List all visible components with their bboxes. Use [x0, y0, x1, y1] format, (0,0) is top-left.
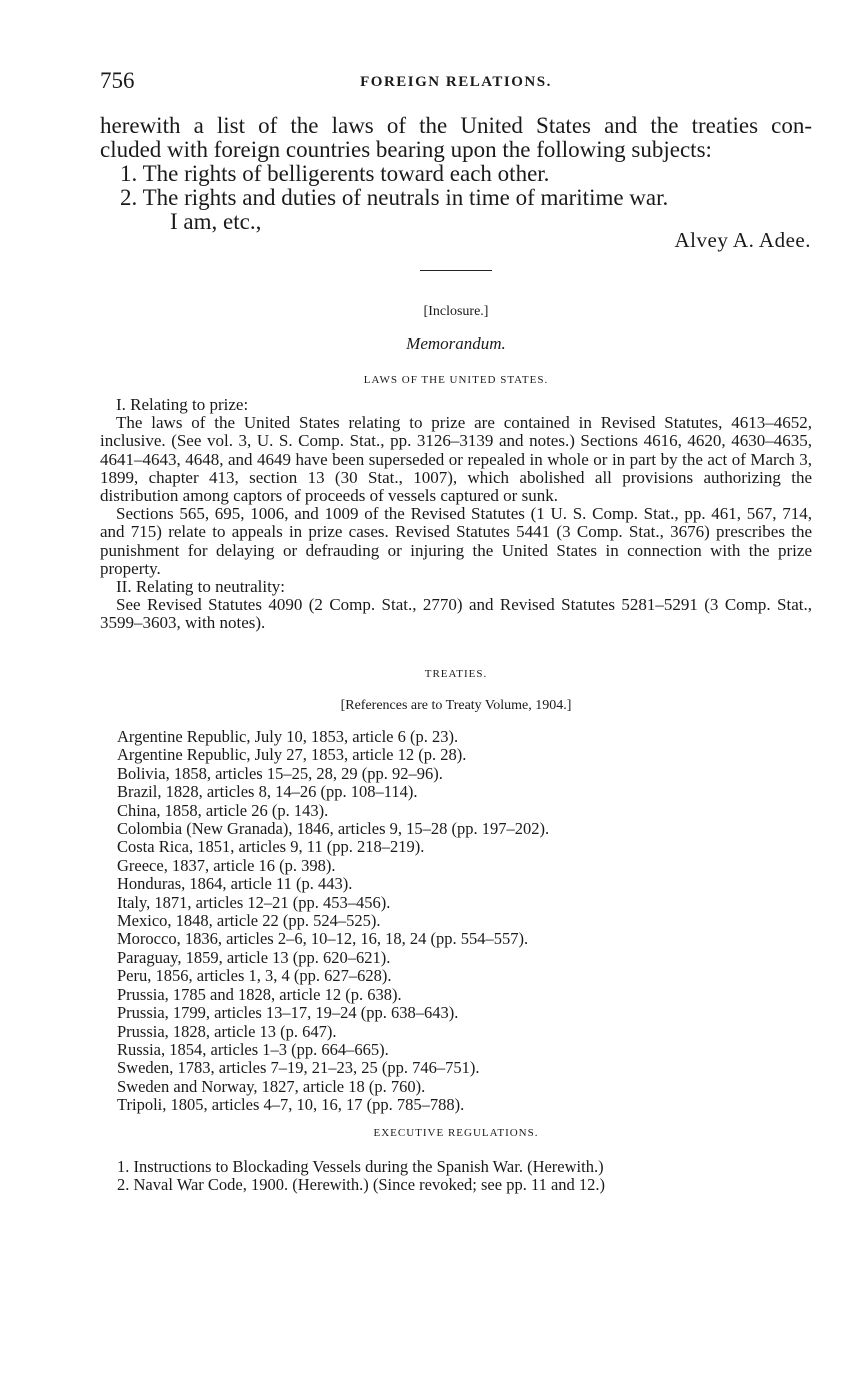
- subject-item: 2. The rights and duties of neutrals in time of maritime war.: [120, 185, 669, 210]
- laws-heading: LAWS OF THE UNITED STATES.: [363, 374, 549, 386]
- list-item: Costa Rica, 1851, articles 9, 11 (pp. 218–219).: [117, 837, 425, 857]
- treaty-list: [117, 728, 549, 1115]
- letter-line: herewith a list of the laws of the United States and the treaties con-: [100, 113, 812, 138]
- list-item: Argentine Republic, July 10, 1853, article 6 (p. 23).: [117, 727, 459, 746]
- list-item: Russia, 1854, articles 1–3 (pp. 664–665).: [117, 1039, 389, 1059]
- list-item: China, 1858, article 26 (p. 143).: [117, 800, 329, 820]
- list-item: Prussia, 1828, article 13 (p. 647).: [117, 1021, 337, 1041]
- memo-title: Memorandum.: [406, 334, 506, 353]
- prize-heading: I. Relating to prize:: [116, 395, 249, 414]
- page-number: 756: [100, 68, 135, 93]
- list-item: 1. Instructions to Blockading Vessels during the Spanish War. (Herewith.): [117, 1157, 604, 1176]
- list-item: Argentine Republic, July 27, 1853, article 12 (p. 28).: [117, 745, 467, 765]
- list-item: Brazil, 1828, articles 8, 14–26 (pp. 108–114).: [117, 782, 418, 802]
- treaties-heading: TREATIES.: [424, 668, 488, 680]
- list-item: Sweden, 1783, articles 7–19, 21–23, 25 (pp. 746–751).: [117, 1058, 480, 1078]
- list-item: Italy, 1871, articles 12–21 (pp. 453–456).: [117, 892, 391, 912]
- neutrality-paragraph: See Revised Statutes 4090 (2 Comp. Stat., 2770) and Revised Statutes 5281–5291 (3 Comp. Stat., 3599–3603, with notes).: [100, 595, 812, 633]
- signature: Alvey A. Adee.: [674, 228, 811, 252]
- list-item: Prussia, 1785 and 1828, article 12 (p. 638).: [117, 984, 402, 1004]
- list-item: Honduras, 1864, article 11 (p. 443).: [117, 874, 353, 894]
- prize-paragraph: Sections 565, 695, 1006, and 1009 of the Revised Statutes (1 U. S. Comp. Stat., pp. 461, 567, 714, and 715) relate to appeals in prize cases. Revised Statutes 5441 (3 Comp. Stat., 3676) prescribes the punishment for delaying or defrauding or injuring the United States in connection with the prize property.: [100, 504, 812, 578]
- page-header: [100, 68, 812, 98]
- section-divider: [420, 270, 492, 271]
- laws-section: [100, 396, 812, 633]
- executive-list: [117, 1158, 605, 1195]
- letter-body: [100, 114, 812, 234]
- running-head: FOREIGN RELATIONS.: [360, 74, 552, 90]
- list-item: Peru, 1856, articles 1, 3, 4 (pp. 627–628).: [117, 966, 392, 986]
- list-item: Paraguay, 1859, article 13 (pp. 620–621).: [117, 947, 391, 967]
- list-item: Morocco, 1836, articles 2–6, 10–12, 16, 18, 24 (pp. 554–557).: [117, 929, 529, 949]
- inclosure-label: [Inclosure.]: [423, 304, 489, 319]
- list-item: 2. Naval War Code, 1900. (Herewith.) (Since revoked; see pp. 11 and 12.): [117, 1175, 606, 1195]
- list-item: Colombia (New Granada), 1846, articles 9, 15–28 (pp. 197–202).: [117, 819, 550, 839]
- letter-closing: I am, etc.,: [170, 209, 262, 234]
- list-item: Greece, 1837, article 16 (p. 398).: [117, 855, 336, 875]
- list-item: Mexico, 1848, article 22 (pp. 524–525).: [117, 911, 381, 931]
- list-item: Prussia, 1799, articles 13–17, 19–24 (pp. 638–643).: [117, 1003, 459, 1023]
- prize-paragraph: The laws of the United States relating to prize are contained in Revised Statutes, 4613–4652, inclusive. (See vol. 3, U. S. Comp. Stat., pp. 3126–3139 and notes.) Sections 4616, 4620, 4630–4635, 4641–4643, 4648, and 4649 have been superseded or repealed in whole or in part by the act of March 3, 1899, chapter 413, section 13 (30 Stat., 1007), which abolished all provisions authorizing the distribution among captors of proceeds of vessels captured or sunk.: [100, 413, 812, 506]
- treaty-references-note: [References are to Treaty Volume, 1904.]: [340, 698, 572, 713]
- subject-item: 1. The rights of belligerents toward each other.: [120, 161, 550, 186]
- letter-line: cluded with foreign countries bearing upon the following subjects:: [100, 137, 712, 162]
- executive-heading: EXECUTIVE REGULATIONS.: [373, 1127, 539, 1139]
- neutrality-heading: II. Relating to neutrality:: [116, 577, 286, 597]
- list-item: Sweden and Norway, 1827, article 18 (p. 760).: [117, 1076, 426, 1096]
- list-item: Bolivia, 1858, articles 15–25, 28, 29 (pp. 92–96).: [117, 763, 443, 783]
- list-item: Tripoli, 1805, articles 4–7, 10, 16, 17 (pp. 785–788).: [117, 1095, 465, 1115]
